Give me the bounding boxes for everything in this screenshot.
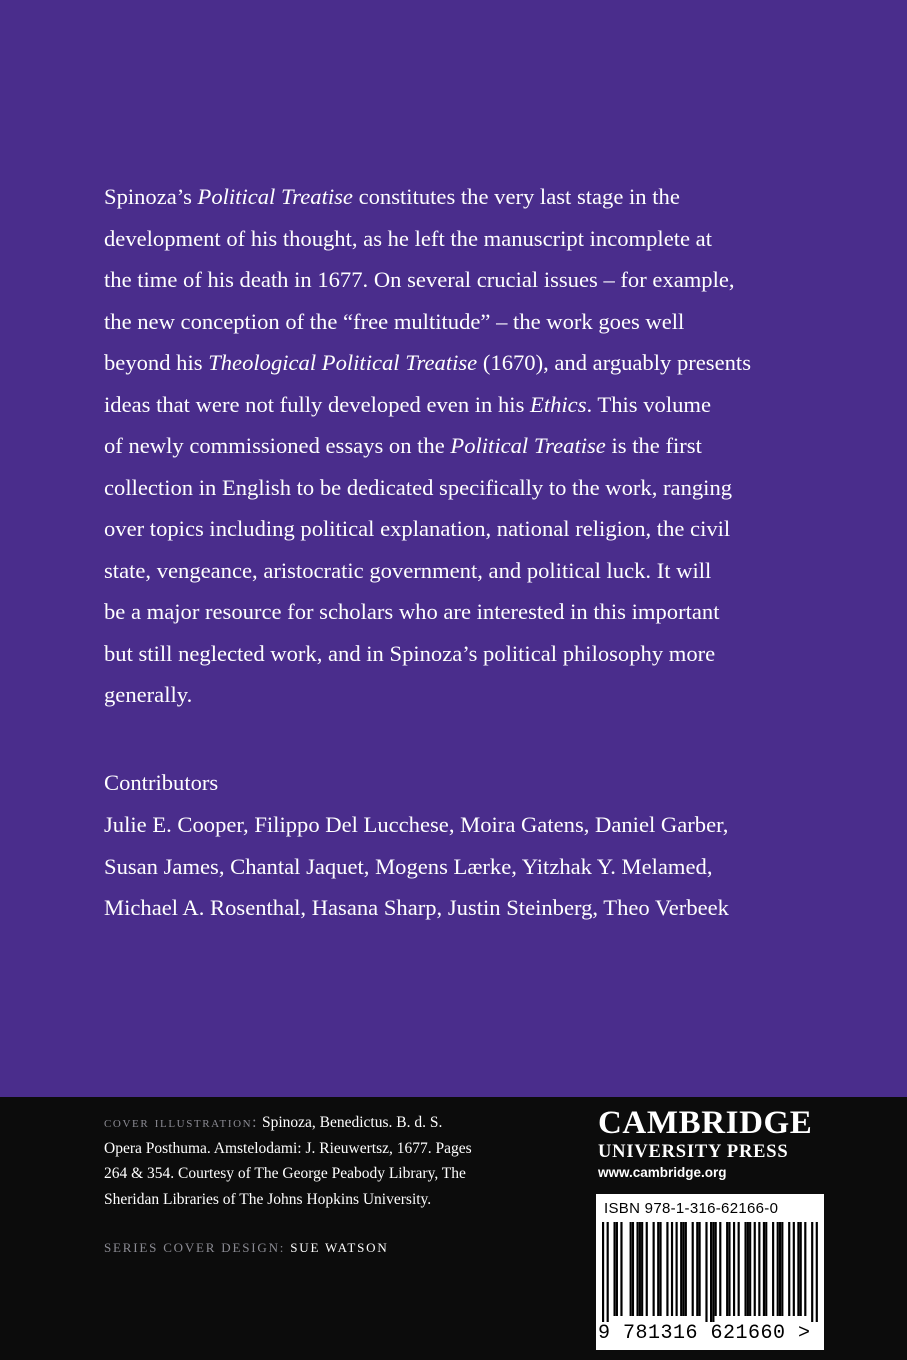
blurb-line: ideas that were not fully developed even in his Ethics. This volume [104, 391, 711, 417]
blurb-line: over topics including political explanation, national religion, the civil [104, 516, 731, 541]
isbn-barcode [596, 1194, 824, 1350]
contributors-heading: Contributors [104, 770, 219, 795]
barcode-bar [811, 1222, 813, 1322]
barcode-bar [666, 1222, 668, 1316]
designer-name: SUE WATSON [290, 1240, 389, 1255]
barcode-bar [705, 1222, 707, 1322]
blurb-line: Spinoza’s Political Treatise constitutes the very last stage in the [104, 184, 680, 209]
barcode-bar [616, 1222, 618, 1316]
barcode-bar [680, 1222, 682, 1316]
barcode-bar [772, 1222, 774, 1316]
credit-line: cover illustration: Spinoza, Benedictus. B. d. S. [104, 1114, 443, 1131]
contributors-line: Michael A. Rosenthal, Hasana Sharp, Justin Steinberg, Theo Verbeek [104, 895, 729, 920]
publisher-url: www.cambridge.org [598, 1165, 727, 1180]
barcode-bar [715, 1222, 717, 1316]
barcode-bar [763, 1222, 765, 1316]
barcode-bar [676, 1222, 678, 1316]
barcode-bar [793, 1222, 795, 1316]
barcode-bar [744, 1222, 746, 1316]
barcode-bar [630, 1222, 632, 1316]
barcode-bar [632, 1222, 634, 1316]
contributors-list [104, 804, 824, 929]
barcode-bar [738, 1222, 740, 1316]
credit-line: Opera Posthuma. Amstelodami: J. Rieuwertsz, 1677. Pages [104, 1139, 472, 1157]
barcode-bar [653, 1222, 655, 1316]
barcode-bar [646, 1222, 648, 1316]
barcode-bar [816, 1222, 818, 1322]
blurb-line: beyond his Theological Political Treatise (1670), and arguably presents [104, 350, 751, 375]
publisher-name: CAMBRIDGE [598, 1105, 813, 1141]
credit-line: Sheridan Libraries of The Johns Hopkins University. [104, 1190, 432, 1208]
barcode-bar [728, 1222, 730, 1316]
barcode-bar [777, 1222, 779, 1316]
barcode-bar [719, 1222, 721, 1316]
blurb-line: the new conception of the “free multitude” – the work goes well [104, 308, 685, 334]
blurb-line: the time of his death in 1677. On several crucial issues – for example, [104, 267, 735, 292]
barcode-bar [699, 1222, 701, 1316]
barcode-bar [602, 1222, 604, 1322]
contributors-line: Susan James, Chantal Jaquet, Mogens Lærke, Yitzhak Y. Melamed, [104, 853, 713, 879]
barcode-bar [613, 1222, 615, 1316]
blurb-line: of newly commissioned essays on the Political Treatise is the first [104, 433, 702, 458]
barcode-bar [710, 1222, 712, 1322]
blurb-line: development of his thought, as he left the manuscript incomplete at [104, 225, 712, 251]
publisher-logo [598, 1104, 838, 1183]
blurb-line: state, vengeance, aristocratic government, and political luck. It will [104, 557, 712, 583]
barcode-bars [602, 1222, 818, 1322]
credit-line: 264 & 354. Courtesy of The George Peabody Library, The [104, 1165, 466, 1182]
credit-label: cover illustration: [104, 1114, 259, 1131]
design-label: SERIES COVER DESIGN: [104, 1240, 286, 1255]
barcode-bar [765, 1222, 767, 1316]
barcode-bar [620, 1222, 622, 1316]
barcode-bar [733, 1222, 735, 1316]
barcode-bar [659, 1222, 661, 1316]
barcode-bar [636, 1222, 638, 1316]
barcode-bar [747, 1222, 749, 1316]
description-blurb [104, 176, 804, 716]
blurb-line: collection in English to be dedicated specifically to the work, ranging [104, 474, 733, 500]
barcode-bar [682, 1222, 684, 1316]
blurb-line: generally. [104, 682, 193, 707]
cover-illustration-credit [104, 1110, 554, 1212]
blurb-line: but still neglected work, and in Spinoza’s political philosophy more [104, 640, 716, 666]
barcode-bar [696, 1222, 698, 1316]
series-cover-design [104, 1240, 389, 1256]
barcode-bar [779, 1222, 781, 1316]
barcode-bar [797, 1222, 799, 1316]
barcode-bar [639, 1222, 641, 1316]
contributors-line: Julie E. Cooper, Filippo Del Lucchese, Moira Gatens, Daniel Garber, [104, 812, 729, 837]
barcode-bar [800, 1222, 802, 1316]
barcode-bar [607, 1222, 609, 1322]
barcode-bar [749, 1222, 751, 1316]
barcode-bar [671, 1222, 673, 1316]
barcode-bar [804, 1222, 806, 1316]
barcode-bar [692, 1222, 694, 1316]
barcode-bar [758, 1222, 760, 1316]
barcode-bar [685, 1222, 687, 1316]
barcode-bar [641, 1222, 643, 1316]
blurb-line: be a major resource for scholars who are interested in this important [104, 599, 720, 624]
barcode-bar [726, 1222, 728, 1316]
barcode-bar [781, 1222, 783, 1316]
barcode-bar [712, 1222, 714, 1322]
isbn-text: ISBN 978-1-316-62166-0 [604, 1200, 779, 1217]
publisher-subtitle: UNIVERSITY PRESS [598, 1142, 789, 1162]
barcode-digits: 9 781316 621660 > [598, 1322, 811, 1345]
barcode-bar [657, 1222, 659, 1316]
barcode-bar [754, 1222, 756, 1316]
barcode-bar [788, 1222, 790, 1316]
